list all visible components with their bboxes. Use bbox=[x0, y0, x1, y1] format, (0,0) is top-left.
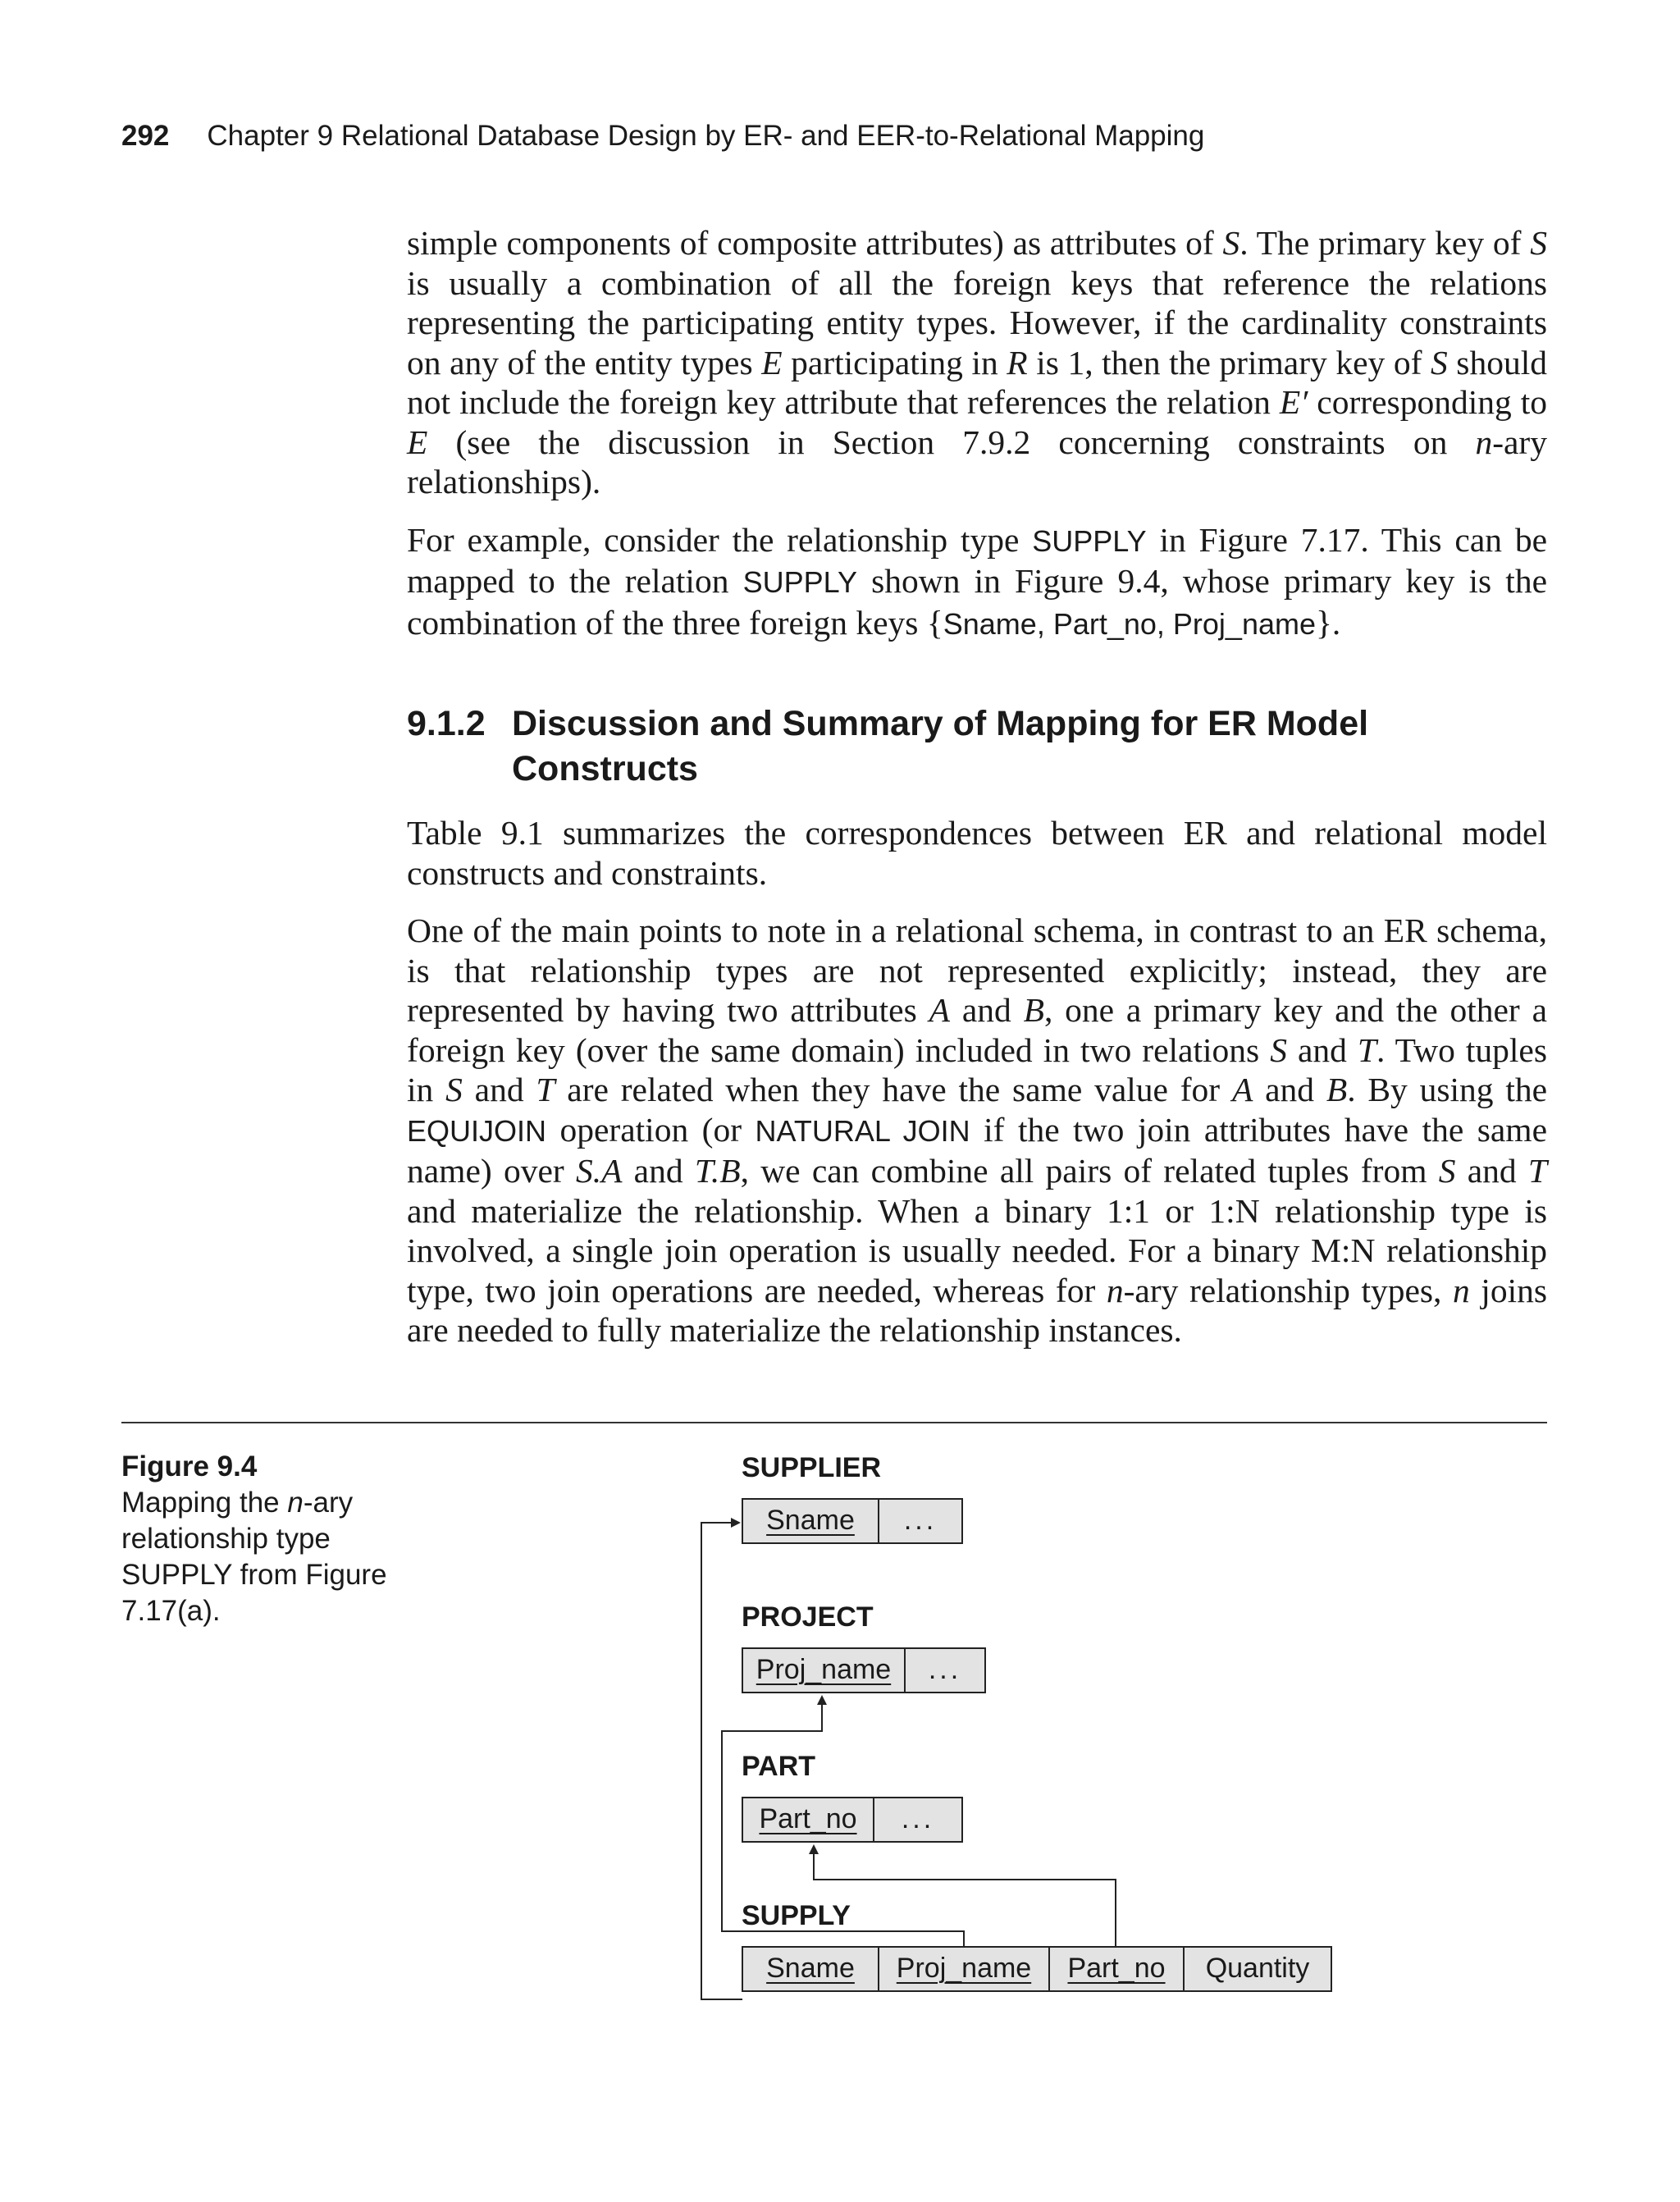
supplier-sname-cell: Sname bbox=[742, 1498, 879, 1544]
page-header bbox=[121, 120, 1204, 153]
section-heading bbox=[407, 701, 1547, 792]
figure-divider bbox=[121, 1422, 1547, 1423]
part-more-cell: ... bbox=[873, 1797, 963, 1843]
supply-quantity-cell: Quantity bbox=[1183, 1946, 1332, 1992]
supply-part-no-cell: Part_no bbox=[1048, 1946, 1185, 1992]
figure-caption-text: Mapping the n-ary relationship type SUPPLY from Figure 7.17(a). bbox=[121, 1487, 387, 1627]
page-number: 292 bbox=[121, 120, 170, 152]
relation-supply-name: SUPPLY bbox=[742, 1900, 851, 1931]
project-proj-name-cell: Proj_name bbox=[742, 1647, 906, 1693]
section-title: Discussion and Summary of Mapping for ER Model Constructs bbox=[512, 704, 1369, 788]
relation-part-name: PART bbox=[742, 1751, 816, 1782]
project-more-cell: ... bbox=[904, 1647, 986, 1693]
paragraph-table-summary: Table 9.1 summarizes the correspondences between ER and relational model constructs and constraints. bbox=[407, 814, 1547, 892]
figure-label: Figure 9.4 bbox=[121, 1450, 258, 1482]
paragraph-example: For example, consider the relationship type SUPPLY in Figure 7.17. This can be mapped to the relation SUPPLY shown in Figure 9.4, whose primary key is the combination of the three foreign keys {Sname, Part_no, Proj_name}. bbox=[407, 520, 1547, 642]
relation-project-name: PROJECT bbox=[742, 1601, 874, 1633]
body-text bbox=[407, 223, 1547, 1350]
paragraph-primary-key: simple components of composite attributes) as attributes of S. The primary key of S is usually a combination of all the foreign keys that reference the relations representing the participating entity types. However, if the cardinality constraints on any of the entity types E participating in R is 1, then the primary key of S should not include the foreign key attribute that references the relation E′ corresponding to E (see the discussion in Section 7.9.2 concerning constraints on n-ary relationships). bbox=[407, 224, 1547, 500]
relation-supplier-name: SUPPLIER bbox=[742, 1452, 882, 1483]
paragraph-main-points: One of the main points to note in a relational schema, in contrast to an ER schema, is that relationship types are not represented explicitly; instead, they are represented by having two attributes A and B, one a primary key and the other a foreign key (over the same domain) included in two relations S and T. Two tuples in S and T are related when they have the same value for A and B. By using the EQUIJOIN operation (or NATURAL JOIN if the two join attributes have the same name) over S.A and T.B, we can combine all pairs of related tuples from S and T and materialize the relationship. When a binary 1:1 or 1:N relationship type is involved, a single join operation is usually needed. For a binary M:N relationship type, two join operations are needed, whereas for n-ary relationship types, n joins are needed to fully materialize the relationship instances. bbox=[407, 911, 1548, 1349]
section-number: 9.1.2 bbox=[407, 704, 486, 743]
supply-proj-name-cell: Proj_name bbox=[878, 1946, 1050, 1992]
part-part-no-cell: Part_no bbox=[742, 1797, 874, 1843]
figure-caption bbox=[121, 1449, 400, 1629]
chapter-title: Chapter 9 Relational Database Design by ER- and EER-to-Relational Mapping bbox=[207, 120, 1205, 152]
supplier-more-cell: ... bbox=[878, 1498, 963, 1544]
supply-sname-cell: Sname bbox=[742, 1946, 879, 1992]
